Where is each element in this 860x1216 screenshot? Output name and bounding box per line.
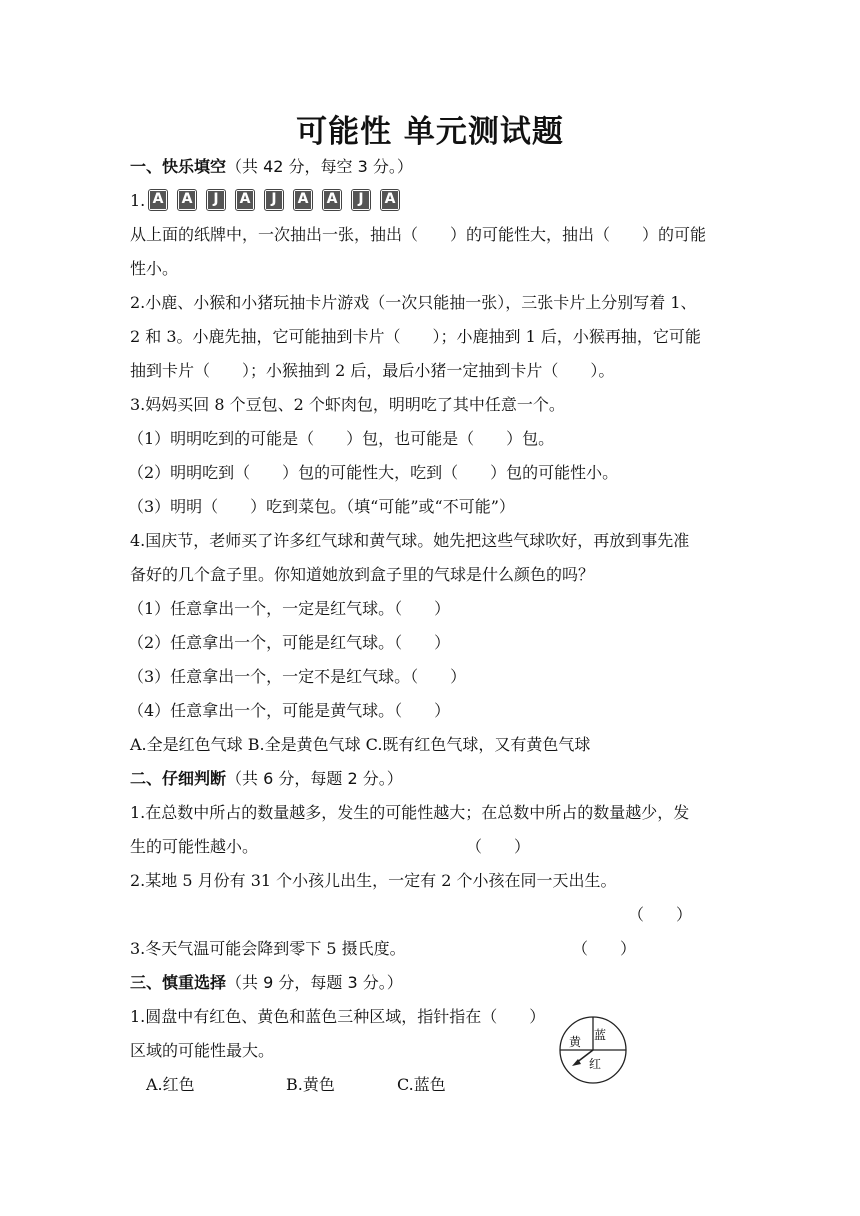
j1-answer-paren: （ ）: [466, 837, 531, 856]
playing-card: A: [148, 189, 168, 211]
j3-line-1: 3.冬天气温可能会降到零下 5 摄氏度。: [130, 939, 406, 958]
playing-card: J: [206, 189, 226, 211]
j2-line-1: 2.某地 5 月份有 31 个小孩儿出生，一定有 2 个小孩在同一天出生。: [130, 871, 617, 890]
spinner-label-yellow: 黄: [568, 1035, 582, 1049]
j2-answer-paren: （ ）: [628, 905, 693, 924]
q3-sub-2: （2）明明吃到（ ）包的可能性大，吃到（ ）包的可能性小。: [128, 463, 619, 482]
q4-sub-1: （1）任意拿出一个，一定是红气球。（ ）: [128, 599, 451, 618]
playing-card: A: [293, 189, 313, 211]
q4-line-1: 4.国庆节，老师买了许多红气球和黄气球。她先把这些气球吹好，再放到事先准: [130, 531, 690, 550]
q3-sub-3: （3）明明（ ）吃到菜包。（填“可能”或“不可能”）: [128, 497, 515, 516]
section-1-heading: 一、快乐填空: [130, 157, 227, 176]
q4-line-2: 备好的几个盒子里。你知道她放到盒子里的气球是什么颜色的吗？: [130, 565, 595, 584]
j3-answer-paren: （ ）: [572, 939, 637, 958]
q2-line-2: 2 和 3。小鹿先抽，它可能抽到卡片（ ）；小鹿抽到 1 后，小猴再抽，它可能: [130, 327, 701, 346]
j1-line-1: 1.在总数中所占的数量越多，发生的可能性越大；在总数中所占的数量越少，发: [130, 803, 690, 822]
section-2-header: [130, 768, 403, 790]
q2-line-3: 抽到卡片（ ）；小猴抽到 2 后，最后小猪一定抽到卡片（ ）。: [130, 361, 615, 380]
playing-card: J: [264, 189, 284, 211]
q2-line-1: 2.小鹿、小猴和小猪玩抽卡片游戏（一次只能抽一张），三张卡片上分别写着 1、: [130, 293, 697, 312]
q3-line-1: 3.妈妈买回 8 个豆包、2 个虾肉包，明明吃了其中任意一个。: [130, 395, 565, 414]
q4-sub-4: （4）任意拿出一个，可能是黄气球。（ ）: [128, 701, 451, 720]
playing-card: A: [380, 189, 400, 211]
q4-sub-3: （3）任意拿出一个，一定不是红气球。（ ）: [128, 667, 467, 686]
section-3-note: （共 9 分，每题 3 分。）: [226, 973, 403, 992]
spinner-figure: [558, 1016, 632, 1086]
c1-option-b: B.黄色: [286, 1075, 335, 1094]
spinner-label-blue: 蓝: [593, 1028, 607, 1042]
page-title: 可能性 单元测试题: [296, 114, 564, 150]
j1-line-2: 生的可能性越小。: [130, 837, 259, 856]
playing-card: A: [322, 189, 342, 211]
q1-line-2: 性小。: [130, 259, 179, 278]
c1-option-a: A.红色: [146, 1075, 195, 1094]
q4-options: A.全是红色气球 B.全是黄色气球 C.既有红色气球，又有黄色气球: [130, 735, 591, 754]
section-1-note: （共 42 分，每空 3 分。）: [226, 157, 413, 176]
c1-option-c: C.蓝色: [397, 1075, 446, 1094]
playing-card: A: [177, 189, 197, 211]
section-3-heading: 三、慎重选择: [130, 973, 227, 992]
q4-sub-2: （2）任意拿出一个，可能是红气球。（ ）: [128, 633, 451, 652]
c1-line-1: 1.圆盘中有红色、黄色和蓝色三种区域，指针指在（ ）: [130, 1007, 546, 1026]
playing-card: A: [235, 189, 255, 211]
q3-sub-1: （1）明明吃到的可能是（ ）包，也可能是（ ）包。: [128, 429, 555, 448]
q1-line-1: 从上面的纸牌中，一次抽出一张，抽出（ ）的可能性大，抽出（ ）的可能: [130, 225, 707, 244]
spinner-label-red: 红: [588, 1057, 602, 1071]
c1-line-2: 区域的可能性最大。: [130, 1041, 275, 1060]
section-2-note: （共 6 分，每题 2 分。）: [226, 769, 403, 788]
section-1-header: [130, 156, 413, 178]
q1-number: 1.: [130, 191, 146, 210]
section-3-header: [130, 972, 403, 994]
playing-card: J: [351, 189, 371, 211]
section-2-heading: 二、仔细判断: [130, 769, 227, 788]
